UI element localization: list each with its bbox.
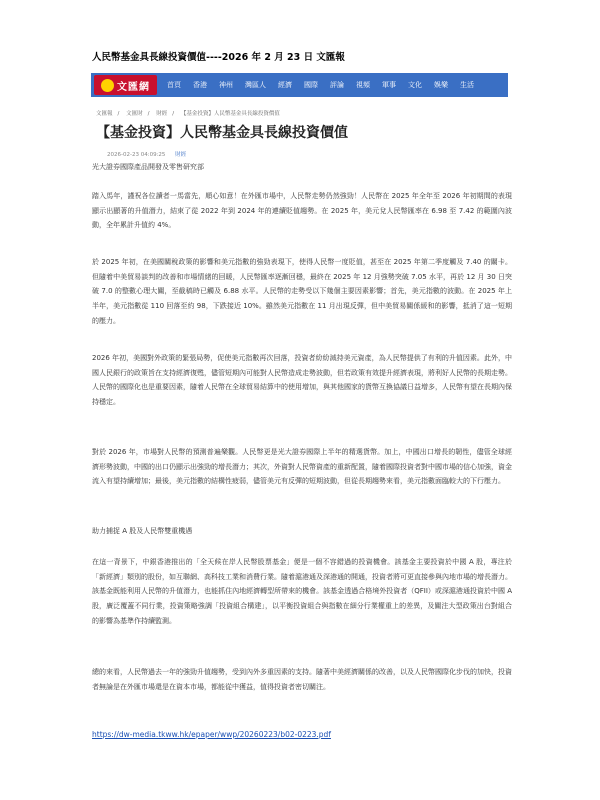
nav-item-video[interactable]: 視頻 xyxy=(356,81,370,89)
article-meta xyxy=(107,150,186,158)
nav-item-economy[interactable]: 經濟 xyxy=(278,81,292,89)
breadcrumb-item[interactable]: 【基金投資】人民幣基金具長線投資價值 xyxy=(180,111,280,117)
article-paragraph: 於 2025 年初，在美國關稅政策的影響和美元指數的強勁表現下，使得人民幣一度貶值，甚至在 2025 年第二季度觸及 7.40 的關卡。但隨着中美貿易談判的改善和市場情緒的回暖，人民幣匯率逐漸回穩，最終在 2025 年 12 月強勢突破 7.05 水平，再於 12 月 30 日突破 7.0 的整數心理大關，至截稿時已觸及 6.88 水平。人民幣的走勢受以下幾個主要因素影響；首先，美元指數的波動。在 2025 年上半年，美元指數從 110 回落至約 98，下跌接近 10%。雖然美元指數在 11 月出現反彈，但中美貿易關係緩和的影響，抵消了這一短期的壓力。 xyxy=(92,258,512,325)
breadcrumb-item[interactable]: 文匯財 xyxy=(126,111,143,117)
nav-item-home[interactable]: 首頁 xyxy=(167,81,181,89)
breadcrumb-item[interactable]: 文匯報 xyxy=(96,111,113,117)
site-banner xyxy=(91,73,508,97)
article-paragraph: 在這一背景下，中銀香港推出的「全天候在岸人民幣股票基金」便是一個不容錯過的投資機會。該基金主要投資於中國 A 股，專注於「新經濟」類別的股份，如互聯網、高科技工業和消費行業。隨着滬港通及深港通的開通，投資者將可更直接參與內地市場的增長潛力。該基金既能利用人民幣的升值潛力，也能抓住內地經濟轉型所帶來的機會。該基金透過合格境外投資者（QFII）或深滬港通投資於中國 A 股，廣泛覆蓋不同行業，投資策略強調「投資組合構建」，以平衡投資組合與指數在細分行業權重上的差異，及關注大型政策出台對組合的影響為基準作持續監測。 xyxy=(92,558,512,625)
article-paragraph: 對於 2026 年，市場對人民幣的預測普遍樂觀。人民幣更是光大證券國際上半年的精選貨幣。加上，中國出口增長的韌性，儘管全球經濟形勢波動，中國的出口仍顯示出強勁的增長潛力；其次，外資對人民幣資產的重新配置，隨着國際投資者對中國市場的信心加強，資金流入有望持續增加；最後，美元指數的結構性疲弱，儘管美元有反彈的短期波動，但從長期趨勢來看，美元指數面臨較大的下行壓力。 xyxy=(92,448,512,486)
article-date: 2026-02-23 04:09:25 xyxy=(107,152,166,158)
nav-item-lifestyle[interactable]: 生活 xyxy=(460,81,474,89)
nav-item-greater-bay[interactable]: 灣區人 xyxy=(245,81,266,89)
nav-item-entertainment[interactable]: 娛樂 xyxy=(434,81,448,89)
breadcrumb-separator: / xyxy=(147,111,150,117)
breadcrumb xyxy=(96,109,285,117)
page-header-title: 人民幣基金具長線投資價值----2026 年 2 月 23 日 文匯報 xyxy=(92,52,345,63)
nav-item-international[interactable]: 國際 xyxy=(304,81,318,89)
site-logo[interactable] xyxy=(94,75,157,95)
article-paragraph: 踏入馬年，謹祝各位讀者一馬當先，順心如意！在外匯市場中，人民幣走勢仍然強勁！人民幣在 2025 年全年至 2026 年初期間的表現顯示出顯著的升值潛力，結束了從 2022 年到 2024 年的連續貶值趨勢。在 2025 年，美元兌人民幣匯率在 6.98 至 7.42 的範圍內波動，全年累計升值約 4%。 xyxy=(92,192,512,230)
nav-item-opinion[interactable]: 評論 xyxy=(330,81,344,89)
article-subheading: 助力捕捉 A 股及人民幣雙重機遇 xyxy=(92,527,193,535)
article-paragraph: 總的來看，人民幣過去一年的強勁升值趨勢，受到內外多重因素的支持。隨著中美經濟關係的改善，以及人民幣國際化步伐的加快，投資者無論是在外匯市場還是在資本市場，都能從中獲益，值得投資者密切關注。 xyxy=(92,668,512,691)
nav-item-china[interactable]: 神州 xyxy=(219,81,233,89)
breadcrumb-separator: / xyxy=(172,111,175,117)
nav-item-culture[interactable]: 文化 xyxy=(408,81,422,89)
nav-item-military[interactable]: 軍事 xyxy=(382,81,396,89)
nav-item-hongkong[interactable]: 香港 xyxy=(193,81,207,89)
article-author: 光大證券國際產品開發及零售研究部 xyxy=(92,163,204,171)
article-category[interactable]: 財經 xyxy=(175,152,187,158)
breadcrumb-item[interactable]: 財經 xyxy=(156,111,168,117)
article-title: 【基金投資】人民幣基金具長線投資價值 xyxy=(96,125,348,141)
main-nav xyxy=(167,73,486,97)
breadcrumb-separator: / xyxy=(117,111,120,117)
source-pdf-link[interactable]: https://dw-media.tkww.hk/epaper/wwp/20260223/b02-0223.pdf xyxy=(92,730,331,739)
article-paragraph: 2026 年初，美國對外政策的緊張局勢，促使美元指數再次回落，投資者紛紛減持美元資產，為人民幣提供了有利的升值因素。此外，中國人民銀行的政策旨在支持經濟復甦，儘管短期內可能對人民幣造成走勢波動，但若政策有效提升經濟表現，將利好人民幣的長期走勢。人民幣的國際化也是重要因素，隨着人民幣在全球貿易結算中的使用增加，與其他國家的貨幣互換協議日益增多，人民幣有望在長期內保持穩定。 xyxy=(92,354,512,407)
logo-text: 文匯網 xyxy=(117,81,150,93)
logo-emblem-icon xyxy=(101,79,114,92)
